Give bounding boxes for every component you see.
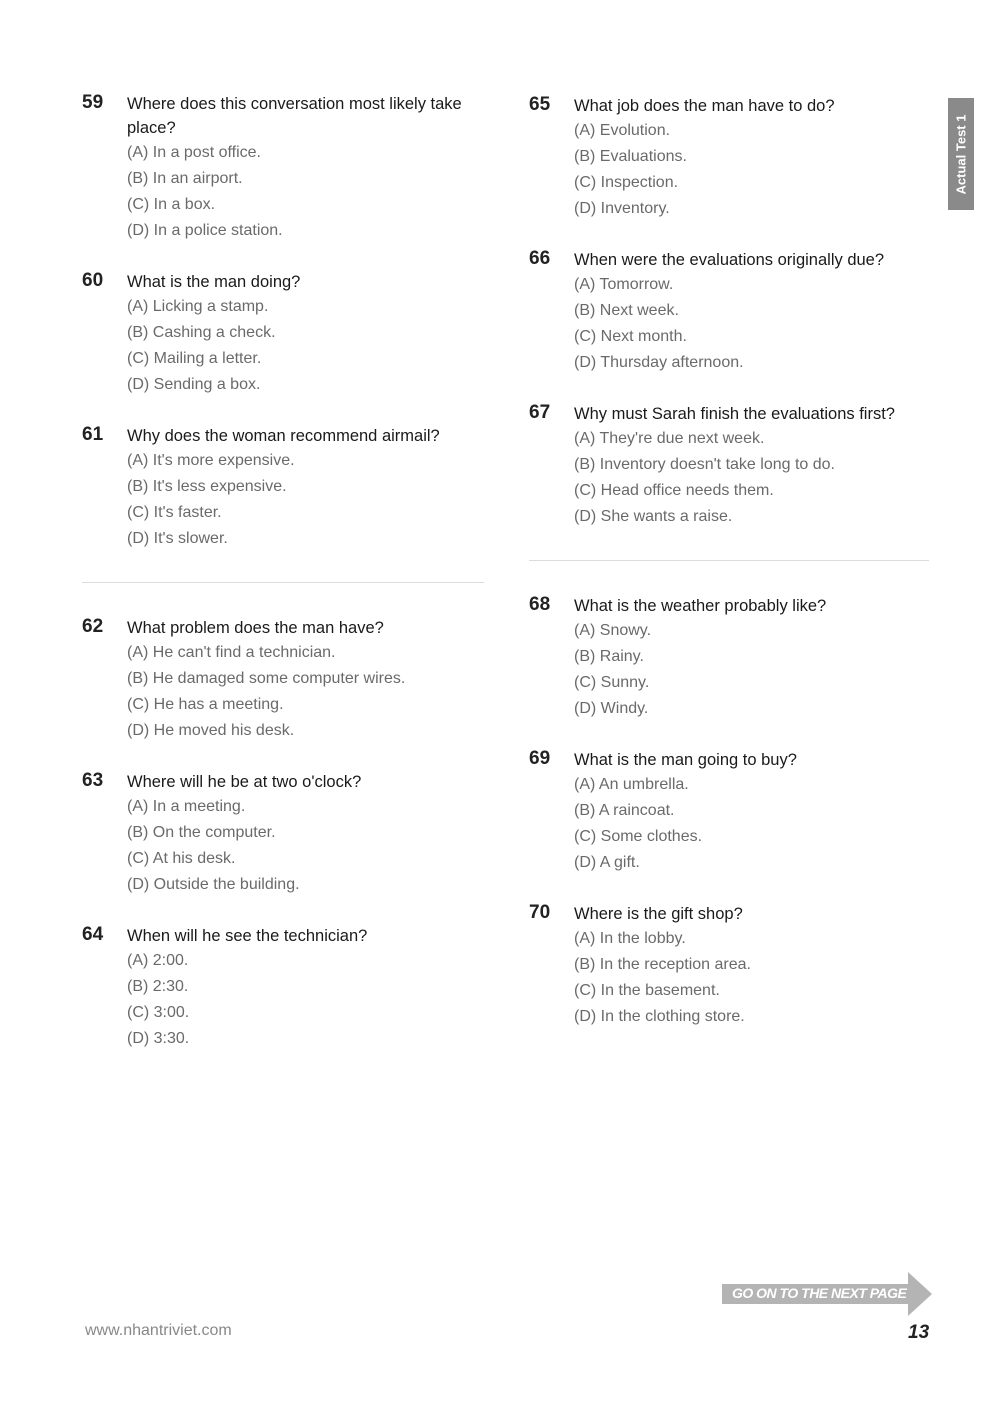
- question-66: [529, 248, 929, 376]
- divider: [82, 582, 484, 583]
- option-d: (D) Windy.: [574, 700, 649, 717]
- option-b: (B) In the reception area.: [574, 956, 751, 973]
- question-text: Where does this conversation most likely take place?: [127, 95, 462, 137]
- question-number: 70: [529, 902, 551, 923]
- left-column: [82, 92, 482, 1052]
- question-62: [82, 616, 482, 744]
- next-page-label: GO ON TO THE NEXT PAGE: [732, 1285, 907, 1301]
- option-c: (C) At his desk.: [127, 850, 236, 867]
- option-c: (C) In the basement.: [574, 982, 720, 999]
- page-number: 13: [908, 1322, 930, 1343]
- option-d: (D) She wants a raise.: [574, 508, 733, 525]
- option-b: (B) Evaluations.: [574, 148, 687, 165]
- option-b: (B) Inventory doesn't take long to do.: [574, 456, 835, 473]
- question-number: 59: [82, 92, 104, 113]
- section-tab: [948, 98, 974, 210]
- option-d: (D) A gift.: [574, 854, 640, 871]
- question-number: 60: [82, 270, 104, 291]
- option-a: (A) Evolution.: [574, 122, 671, 139]
- option-d: (D) In the clothing store.: [574, 1008, 745, 1025]
- question-text: Where will he be at two o'clock?: [127, 773, 362, 791]
- option-c: (C) Mailing a letter.: [127, 350, 262, 367]
- question-text: What is the man going to buy?: [574, 751, 797, 769]
- option-b: (B) Cashing a check.: [127, 324, 276, 341]
- option-a: (A) It's more expensive.: [127, 452, 295, 469]
- option-d: (D) Outside the building.: [127, 876, 300, 893]
- question-text: Where is the gift shop?: [574, 905, 743, 923]
- question-text: What problem does the man have?: [127, 619, 384, 637]
- question-number: 68: [529, 594, 551, 615]
- divider: [529, 560, 929, 561]
- option-b: (B) Next week.: [574, 302, 679, 319]
- question-68: [529, 594, 929, 722]
- question-65: [529, 94, 929, 222]
- option-b: (B) 2:30.: [127, 978, 189, 995]
- option-d: (D) In a police station.: [127, 222, 283, 239]
- question-number: 64: [82, 924, 104, 945]
- option-c: (C) Sunny.: [574, 674, 650, 691]
- option-c: (C) Inspection.: [574, 174, 679, 191]
- option-c: (C) He has a meeting.: [127, 696, 284, 713]
- option-b: (B) On the computer.: [127, 824, 276, 841]
- option-c: (C) In a box.: [127, 196, 216, 213]
- question-text: Why does the woman recommend airmail?: [127, 427, 440, 445]
- option-a: (A) Snowy.: [574, 622, 652, 639]
- question-text: What is the man doing?: [127, 273, 301, 291]
- option-a: (A) In a post office.: [127, 144, 261, 161]
- question-70: [529, 902, 929, 1030]
- question-60: [82, 270, 482, 398]
- option-a: (A) He can't find a technician.: [127, 644, 336, 661]
- question-number: 61: [82, 424, 104, 445]
- question-number: 66: [529, 248, 551, 269]
- option-c: (C) Head office needs them.: [574, 482, 774, 499]
- question-63: [82, 770, 482, 898]
- question-67: [529, 402, 929, 530]
- option-a: (A) Tomorrow.: [574, 276, 674, 293]
- option-c: (C) Next month.: [574, 328, 687, 345]
- question-69: [529, 748, 929, 876]
- section-tab-label: Actual Test 1: [953, 114, 969, 194]
- next-page-banner: [722, 1272, 932, 1316]
- option-d: (D) Inventory.: [574, 200, 670, 217]
- question-61: [82, 424, 482, 552]
- option-b: (B) In an airport.: [127, 170, 243, 187]
- question-59: [82, 92, 482, 244]
- question-64: [82, 924, 482, 1052]
- option-b: (B) He damaged some computer wires.: [127, 670, 406, 687]
- option-b: (B) It's less expensive.: [127, 478, 287, 495]
- option-a: (A) They're due next week.: [574, 430, 765, 447]
- option-b: (B) A raincoat.: [574, 802, 675, 819]
- option-a: (A) An umbrella.: [574, 776, 689, 793]
- option-c: (C) It's faster.: [127, 504, 222, 521]
- question-text: When were the evaluations originally due?: [574, 251, 885, 269]
- option-a: (A) 2:00.: [127, 952, 189, 969]
- question-text: What job does the man have to do?: [574, 97, 835, 115]
- option-d: (D) 3:30.: [127, 1030, 190, 1047]
- option-a: (A) In the lobby.: [574, 930, 686, 947]
- option-d: (D) It's slower.: [127, 530, 228, 547]
- right-column: [529, 92, 929, 1030]
- option-d: (D) He moved his desk.: [127, 722, 295, 739]
- question-text: Why must Sarah finish the evaluations first?: [574, 405, 895, 423]
- question-number: 69: [529, 748, 551, 769]
- option-d: (D) Sending a box.: [127, 376, 261, 393]
- option-c: (C) Some clothes.: [574, 828, 703, 845]
- option-d: (D) Thursday afternoon.: [574, 354, 744, 371]
- footer-url: www.nhantriviet.com: [85, 1322, 232, 1339]
- option-a: (A) Licking a stamp.: [127, 298, 269, 315]
- question-number: 65: [529, 94, 551, 115]
- option-c: (C) 3:00.: [127, 1004, 190, 1021]
- option-b: (B) Rainy.: [574, 648, 644, 665]
- option-a: (A) In a meeting.: [127, 798, 246, 815]
- question-text: What is the weather probably like?: [574, 597, 827, 615]
- question-number: 67: [529, 402, 551, 423]
- question-number: 63: [82, 770, 104, 791]
- question-number: 62: [82, 616, 104, 637]
- question-text: When will he see the technician?: [127, 927, 368, 945]
